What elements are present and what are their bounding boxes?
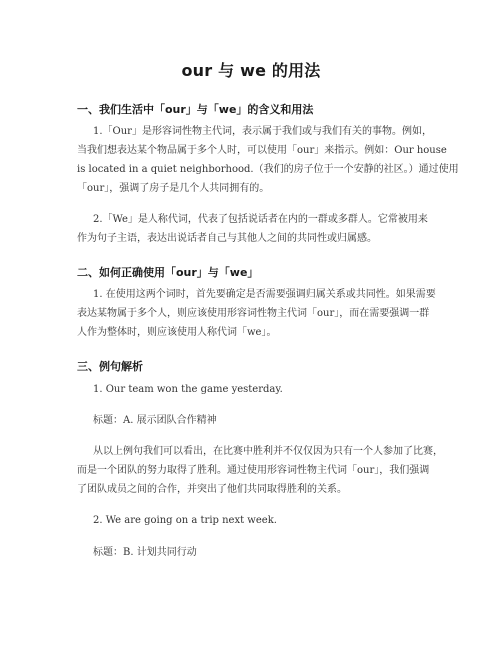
paragraph-line: 从以上例句我们可以看出，在比赛中胜利并不仅仅因为只有一个人参加了比赛， bbox=[93, 446, 443, 457]
paragraph-line: 2. We are going on a trip next week. bbox=[93, 515, 277, 526]
paragraph-line: 表达某物属于多个人，则应该使用形容词性物主代词「our」，而在需要强调一群 bbox=[77, 308, 430, 319]
section-heading-1: 一、我们生活中「our」与「we」的含义和用法 bbox=[77, 103, 314, 116]
paragraph-line: 标题：A. 展示团队合作精神 bbox=[93, 415, 217, 426]
paragraph-line: 2.「We」是人称代词，代表了包括说话者在内的一群或多群人。它常被用来 bbox=[93, 214, 428, 225]
paragraph-line: 标题：B. 计划共同行动 bbox=[93, 547, 197, 558]
section-heading-3: 三、例句解析 bbox=[77, 360, 143, 373]
paragraph-line: 1.「Our」是形容词性物主代词，表示属于我们或与我们有关的事物。例如， bbox=[93, 126, 432, 137]
paragraph-line: 当我们想表达某个物品属于多个人时，可以使用「our」来指示。例如：Our house bbox=[77, 145, 447, 156]
paragraph-line: 1. 在使用这两个词时，首先要确定是否需要强调归属关系或共同性。如果需要 bbox=[93, 289, 436, 300]
section-heading-2: 二、如何正确使用「our」与「we」 bbox=[77, 266, 259, 279]
paragraph-line: 1. Our team won the game yesterday. bbox=[93, 384, 283, 395]
paragraph-line: 「our」，强调了房子是几个人共同拥有的。 bbox=[77, 183, 270, 194]
paragraph-line: 而是一个团队的努力取得了胜利。通过使用形容词性物主代词「our」，我们强调 bbox=[77, 465, 430, 476]
paragraph-line: 人作为整体时，则应该使用人称代词「we」。 bbox=[77, 327, 277, 338]
paragraph-line: is located in a quiet neighborhood.（我们的房子位于一个安静的社区。）通过使用 bbox=[77, 164, 459, 175]
page-title: our 与 we 的用法 bbox=[181, 61, 321, 80]
paragraph-line: 了团队成员之间的合作，并突出了他们共同取得胜利的关系。 bbox=[77, 484, 347, 495]
paragraph-line: 作为句子主语，表达出说话者自己与其他人之间的共同性或归属感。 bbox=[77, 233, 377, 244]
